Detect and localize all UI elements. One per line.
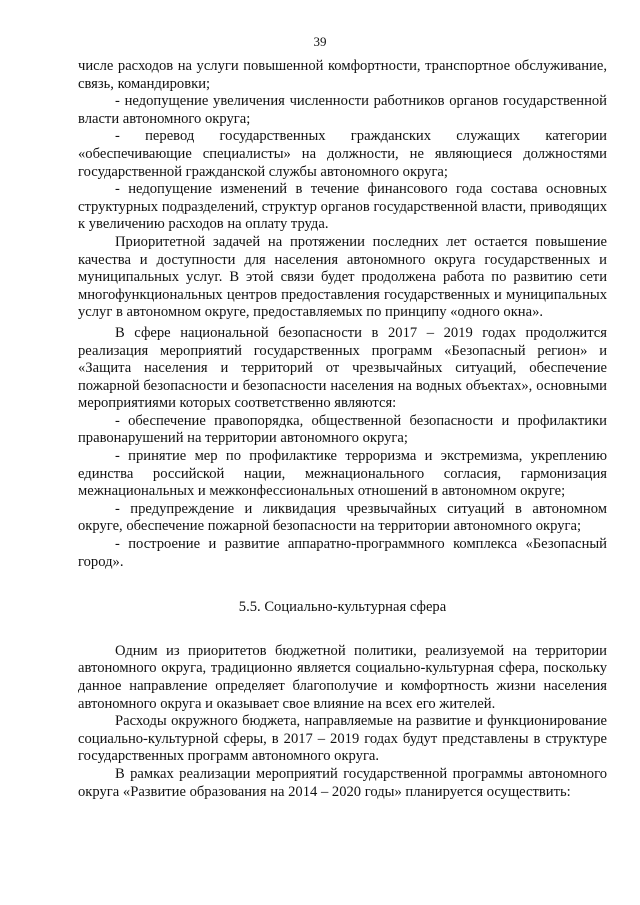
paragraph: Одним из приоритетов бюджетной политики, реализуемой на территории автономного округа, традиционно является социально-культурная сфера, поскольку данное направление определяет благополучие и комфортность жизни населения автономного округа и оказывает свое влияние на всех его жителей. <box>78 642 607 712</box>
list-item: - недопущение увеличения численности работников органов государственной власти автономного округа; <box>78 93 607 127</box>
paragraph: В рамках реализации мероприятий государственной программы автономного округа «Развитие образования на 2014 – 2020 годы» планируется осуществить: <box>78 765 607 800</box>
paragraph: В сфере национальной безопасности в 2017 – 2019 годах продолжится реализация мероприятий государственных программ «Безопасный регион» и «Защита населения и территорий от чрезвычайных ситуаций, обеспечение пожарной безопасности и безопасности населения на водных объектах», основными мероприятиями которых соответственно являются: <box>78 324 607 412</box>
paragraph: Приоритетной задачей на протяжении последних лет остается повышение качества и доступности для населения автономного округа государственных и муниципальных услуг. В этой связи будет продолжена работа по развитию сети многофункциональных центров предоставления государственных и муниципальных услуг в автономном округе, предоставляемых по принципу «одного окна». <box>78 233 607 321</box>
list-item: - обеспечение правопорядка, общественной безопасности и профилактики правонарушений на территории автономного округа; <box>78 412 607 447</box>
paragraph: Расходы окружного бюджета, направляемые на развитие и функционирование социально-культурной сферы, в 2017 – 2019 годах будут представлены в структуре государственных программ автономного округа. <box>78 713 607 765</box>
list-item: - недопущение изменений в течение финансового года состава основных структурных подразделений, структур органов государственной власти, приводящих к увеличению расходов на оплату труда. <box>78 181 607 233</box>
list-item: - предупреждение и ликвидация чрезвычайных ситуаций в автономном округе, обеспечение пожарной безопасности на территории автономного округа; <box>78 500 607 535</box>
document-body <box>78 58 607 801</box>
list-item: - принятие мер по профилактике терроризма и экстремизма, укреплению единства российской нации, межнационального согласия, гармонизация межнациональных и межконфессиональных отношений в автономном округе; <box>78 448 607 500</box>
page-number: 39 <box>313 34 327 49</box>
paragraph: числе расходов на услуги повышенной комфортности, транспортное обслуживание, связь, командировки; <box>78 58 607 92</box>
list-item: - построение и развитие аппаратно-программного комплекса «Безопасный город». <box>78 536 607 570</box>
section-title: 5.5. Социально-культурная сфера <box>238 599 447 616</box>
list-item: - перевод государственных гражданских служащих категории «обеспечивающие специалисты» на должности, не являющиеся должностями государственной гражданской службы автономного округа; <box>78 128 607 180</box>
